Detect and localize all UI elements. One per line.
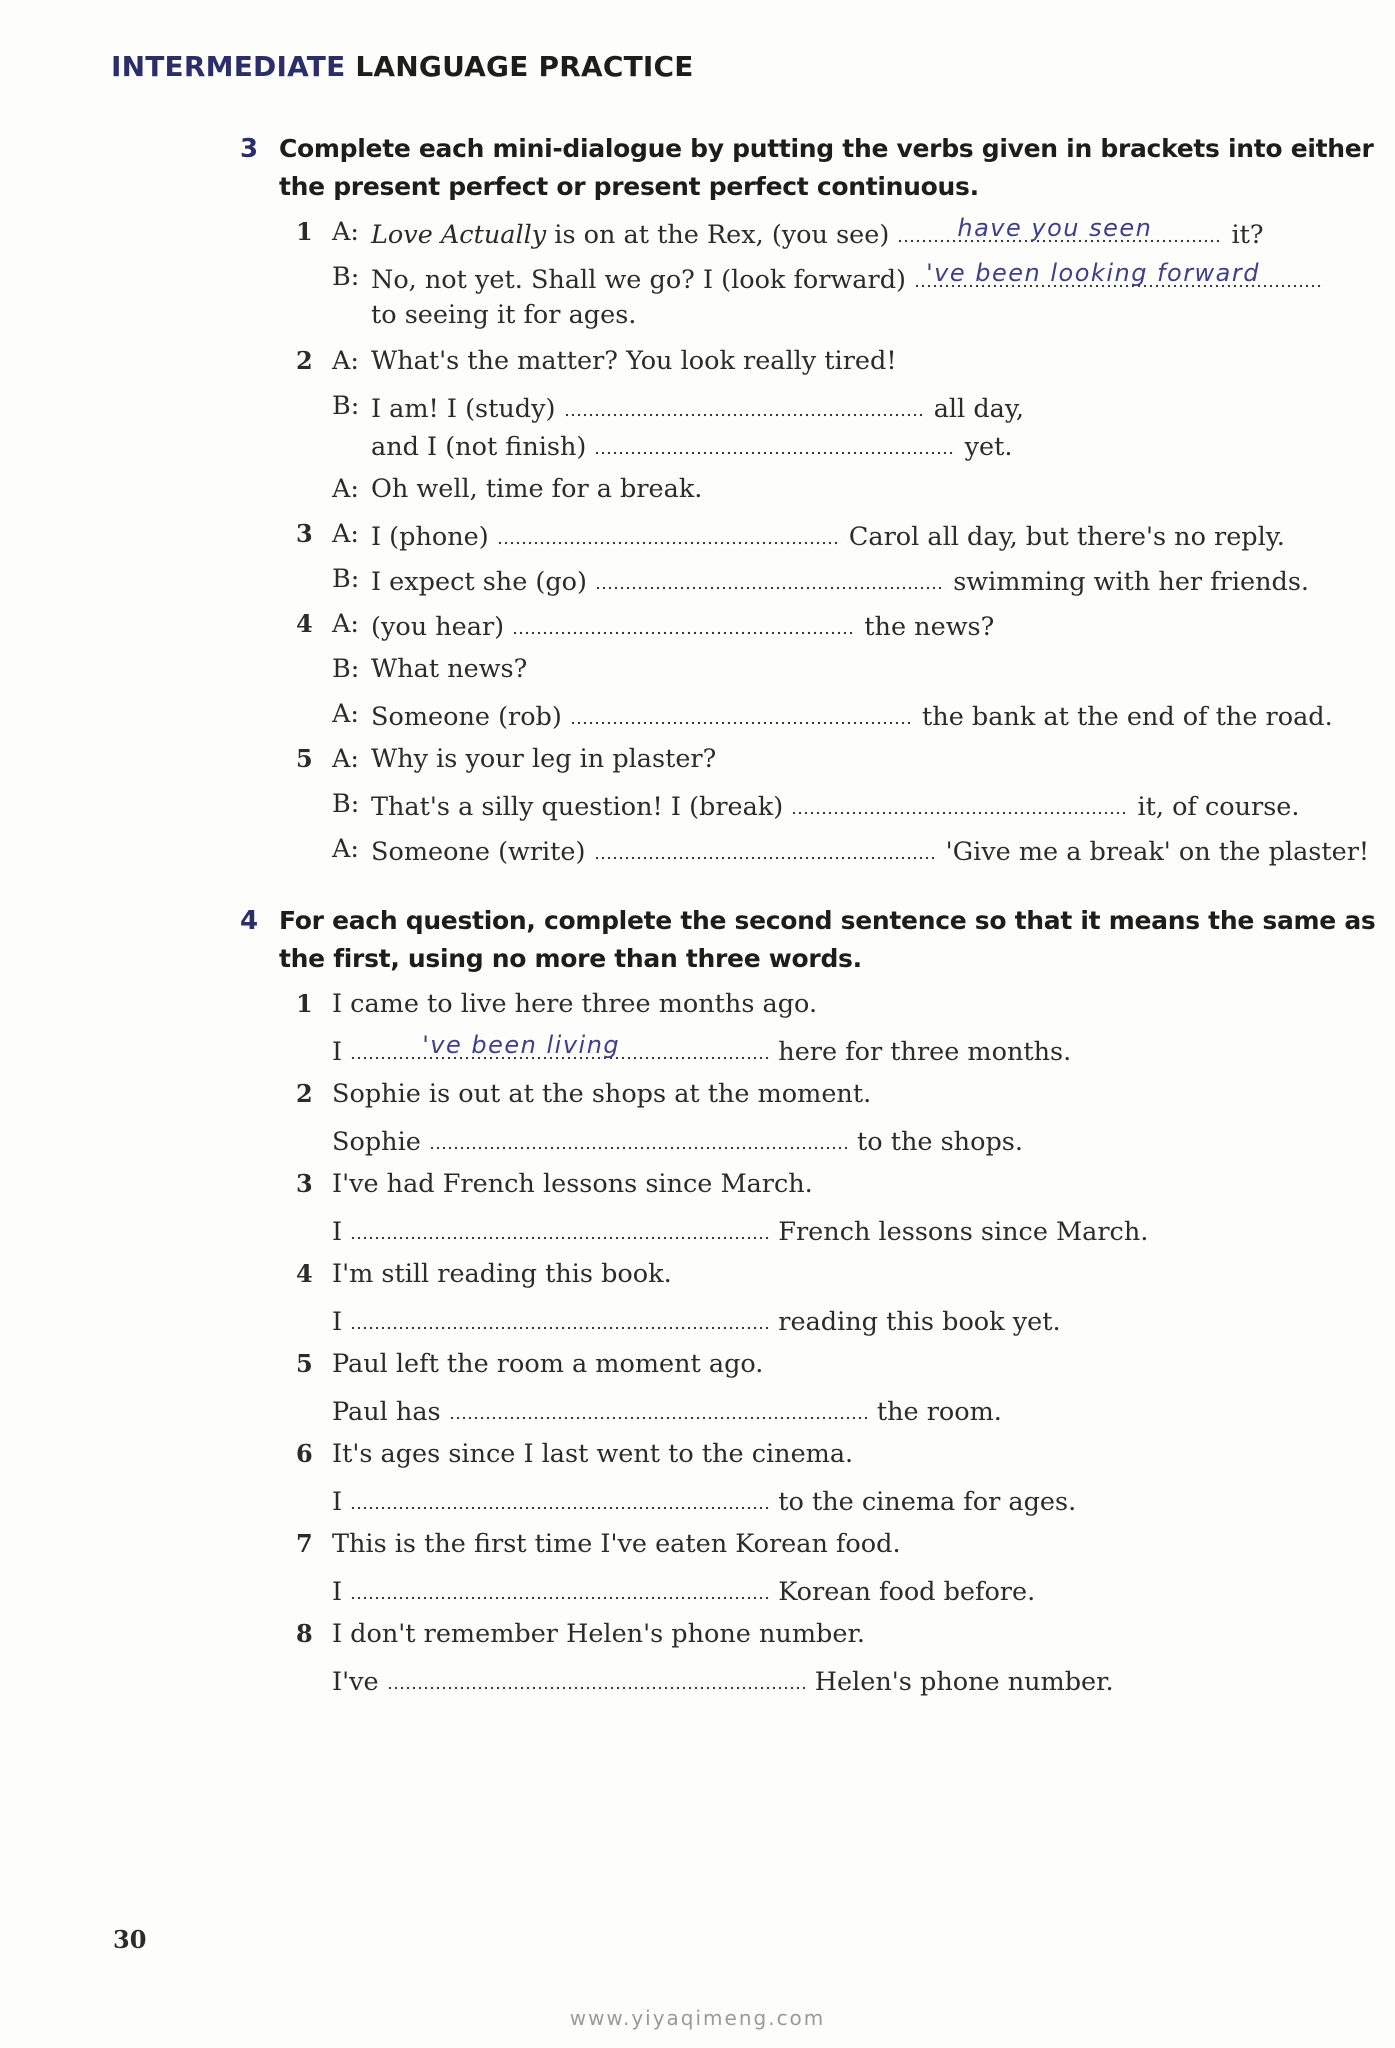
item-number: 2 (296, 1079, 313, 1108)
item-number: 5 (296, 1349, 313, 1378)
line-text: French lessons since March. (770, 1217, 1149, 1247)
line-text: here for three months. (770, 1037, 1072, 1067)
answer-blank[interactable] (350, 1304, 770, 1330)
line-text: Someone (write) (371, 837, 594, 867)
answer-sentence (332, 1304, 1061, 1337)
dialogue-line (371, 214, 1264, 250)
dialogue-line (371, 609, 994, 642)
line-text: the room. (868, 1397, 1002, 1427)
speaker-b: B: (332, 262, 360, 292)
speaker-b: B: (332, 564, 360, 594)
film-title: Love Actually (371, 220, 547, 250)
line-text: 'Give me a break' on the plaster! (937, 837, 1370, 867)
answer-sentence (332, 1124, 1023, 1157)
question-sentence: I've had French lessons since March. (332, 1169, 813, 1199)
line-text: the bank at the end of the road. (913, 702, 1333, 732)
item-number: 1 (296, 217, 313, 246)
line-text: all day, (925, 394, 1024, 424)
answer-blank[interactable] (387, 1664, 807, 1690)
answer-blank[interactable] (914, 259, 1324, 288)
line-text: it? (1223, 220, 1264, 250)
dialogue-line: What's the matter? You look really tired! (371, 346, 897, 376)
line-text: swimming with her friends. (945, 567, 1310, 597)
answer-blank[interactable] (350, 1031, 770, 1060)
speaker-a: A: (332, 346, 360, 376)
line-text: I am! I (study) (371, 394, 564, 424)
exercise-4-number: 4 (240, 906, 259, 936)
answer-sentence (332, 1031, 1072, 1067)
line-text: Someone (rob) (371, 702, 570, 732)
dialogue-line (371, 429, 1012, 462)
speaker-b: B: (332, 654, 360, 684)
item-number: 7 (296, 1529, 313, 1558)
item-number: 8 (296, 1619, 313, 1648)
dialogue-line: What news? (371, 654, 528, 684)
speaker-a: A: (332, 217, 360, 247)
item-number: 4 (296, 609, 313, 638)
item-number: 2 (296, 346, 313, 375)
answer-blank[interactable] (594, 834, 938, 860)
page-header (111, 50, 694, 83)
line-text: reading this book yet. (770, 1307, 1061, 1337)
watermark-url: www.yiyaqimeng.com (569, 2006, 826, 2030)
line-text: I (332, 1217, 351, 1247)
answer-sentence (332, 1484, 1076, 1517)
answer-sentence (332, 1664, 1114, 1697)
line-text: yet. (956, 432, 1013, 462)
line-text: Carol all day, but there's no reply. (840, 522, 1285, 552)
dialogue-line (371, 564, 1309, 597)
answer-blank[interactable] (791, 789, 1129, 815)
answer-blank[interactable] (897, 214, 1223, 243)
item-number: 6 (296, 1439, 313, 1468)
item-number: 3 (296, 1169, 313, 1198)
exercise-3-number: 3 (240, 134, 259, 164)
speaker-a: A: (332, 744, 360, 774)
question-sentence: I don't remember Helen's phone number. (332, 1619, 865, 1649)
dialogue-line (371, 789, 1300, 822)
page-number: 30 (113, 1925, 147, 1954)
question-sentence: Sophie is out at the shops at the moment. (332, 1079, 872, 1109)
speaker-a: A: (332, 699, 360, 729)
exercise-4-title (279, 902, 1389, 978)
line-text: Helen's phone number. (806, 1667, 1114, 1697)
answer-sentence (332, 1214, 1148, 1247)
answer-blank[interactable] (564, 391, 926, 417)
speaker-b: B: (332, 789, 360, 819)
exercise-3-title (279, 130, 1389, 206)
line-text: to the cinema for ages. (770, 1487, 1077, 1517)
speaker-a: A: (332, 519, 360, 549)
line-text: I expect she (go) (371, 567, 596, 597)
handwritten-answer: 've been looking forward (926, 259, 1260, 287)
item-number: 1 (296, 989, 313, 1018)
line-text: I (phone) (371, 522, 497, 552)
item-number: 3 (296, 519, 313, 548)
answer-blank[interactable] (429, 1124, 849, 1150)
answer-sentence (332, 1574, 1035, 1607)
line-text: I (332, 1307, 351, 1337)
line-text: I've (332, 1667, 387, 1697)
question-sentence: Paul left the room a moment ago. (332, 1349, 764, 1379)
question-sentence: I came to live here three months ago. (332, 989, 818, 1019)
item-number: 5 (296, 744, 313, 773)
question-sentence: It's ages since I last went to the cinema. (332, 1439, 854, 1469)
question-sentence: I'm still reading this book. (332, 1259, 672, 1289)
dialogue-line (371, 699, 1333, 732)
speaker-a: A: (332, 609, 360, 639)
header-rest: LANGUAGE PRACTICE (345, 50, 694, 83)
answer-blank[interactable] (497, 519, 841, 545)
line-text: Sophie (332, 1127, 429, 1157)
handwritten-answer: have you seen (957, 214, 1153, 242)
answer-sentence (332, 1394, 1002, 1427)
answer-blank[interactable] (512, 609, 856, 635)
exercise-3-title-line1: Complete each mini-dialogue by putting the verbs given in brackets into either (279, 134, 1374, 163)
handwritten-answer: 've been living (422, 1031, 621, 1059)
dialogue-line (371, 391, 1024, 424)
answer-blank[interactable] (350, 1484, 770, 1510)
line-text: to the shops. (848, 1127, 1023, 1157)
line-text: That's a silly question! I (break) (371, 792, 792, 822)
item-number: 4 (296, 1259, 313, 1288)
dialogue-line (371, 519, 1285, 552)
line-text: No, not yet. Shall we go? I (look forward) (371, 265, 915, 295)
answer-blank[interactable] (350, 1214, 770, 1240)
header-accent: INTERMEDIATE (111, 50, 346, 83)
dialogue-line (371, 259, 1324, 295)
line-text: (you hear) (371, 612, 513, 642)
line-text: I (332, 1577, 351, 1607)
answer-blank[interactable] (595, 564, 945, 590)
line-text: I (332, 1037, 351, 1067)
line-text: I (332, 1487, 351, 1517)
dialogue-line (371, 834, 1369, 867)
exercise-4-title-line2: the first, using no more than three words. (279, 944, 862, 973)
line-text: Korean food before. (770, 1577, 1036, 1607)
answer-blank[interactable] (594, 429, 956, 455)
line-text: the news? (856, 612, 995, 642)
dialogue-line: Oh well, time for a break. (371, 474, 703, 504)
exercise-4-title-line1: For each question, complete the second sentence so that it means the same as (279, 906, 1376, 935)
answer-blank[interactable] (570, 699, 914, 725)
answer-blank[interactable] (449, 1394, 869, 1420)
speaker-b: B: (332, 391, 360, 421)
line-text: is on at the Rex, (you see) (546, 220, 898, 250)
question-sentence: This is the first time I've eaten Korean food. (332, 1529, 901, 1559)
dialogue-line: Why is your leg in plaster? (371, 744, 717, 774)
exercise-3-title-line2: the present perfect or present perfect continuous. (279, 172, 979, 201)
dialogue-line: to seeing it for ages. (371, 300, 637, 330)
line-text: Paul has (332, 1397, 449, 1427)
answer-blank[interactable] (350, 1574, 770, 1600)
line-text: and I (not finish) (371, 432, 595, 462)
speaker-a: A: (332, 474, 360, 504)
line-text: it, of course. (1129, 792, 1300, 822)
speaker-a: A: (332, 834, 360, 864)
